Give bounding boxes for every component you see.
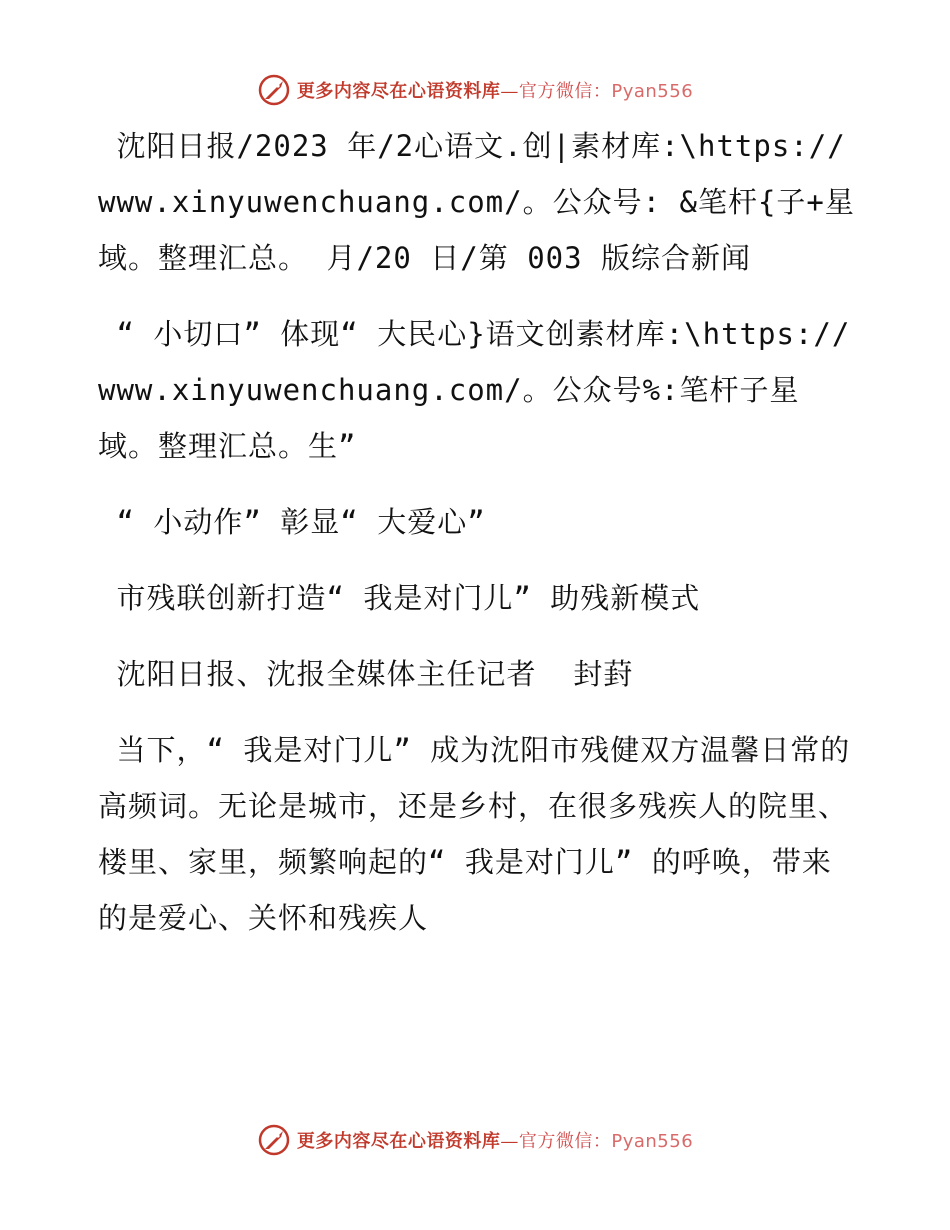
pen-nib-icon xyxy=(257,73,291,107)
watermark-site: 更多内容尽在心语资料库 xyxy=(296,81,501,102)
watermark-site: 更多内容尽在心语资料库 xyxy=(296,1131,501,1152)
article-byline: 沈阳日报、沈报全媒体主任记者 封葑 xyxy=(98,657,634,691)
footer-watermark-banner xyxy=(0,1122,950,1158)
watermark-text xyxy=(297,77,693,103)
watermark-separator: — xyxy=(500,81,519,102)
watermark-text xyxy=(297,1127,693,1153)
article-title: 市残联创新打造“ 我是对门儿” 助残新模式 xyxy=(98,581,701,615)
article-lead-paragraph: 当下，“ 我是对门儿” 成为沈阳市残健双方温馨日常的高频词。无论是城市，还是乡村，在很多残疾人的院里、楼里、家里，频繁响起的“ 我是对门儿” 的呼唤，带来的是爱心、关怀和残疾人 xyxy=(98,733,851,935)
watermark-wechat-id: Pyan556 xyxy=(611,1131,694,1152)
article-headline-paragraph: “ 小切口” 体现“ 大民心}语文创素材库:\https://www.xinyuwenchuang.com/。公众号%:笔杆子星域。整理汇总。生” xyxy=(98,317,851,463)
watermark-wechat-label: 官方微信： xyxy=(518,81,612,102)
watermark-wechat-id: Pyan556 xyxy=(611,81,694,102)
watermark-wechat-label: 官方微信： xyxy=(518,1131,612,1152)
watermark-separator: — xyxy=(500,1131,519,1152)
header-watermark-banner xyxy=(0,72,950,108)
article-body xyxy=(98,118,858,966)
article-dateline-paragraph: 沈阳日报/2023 年/2心语文.创|素材库:\https://www.xinyuwenchuang.com/。公众号: &笔杆{子+星域。整理汇总。 月/20 日/第 003 版综合新闻 xyxy=(98,129,855,275)
article-subheadline: “ 小动作” 彰显“ 大爱心” xyxy=(98,505,486,539)
pen-nib-icon xyxy=(257,1123,291,1157)
